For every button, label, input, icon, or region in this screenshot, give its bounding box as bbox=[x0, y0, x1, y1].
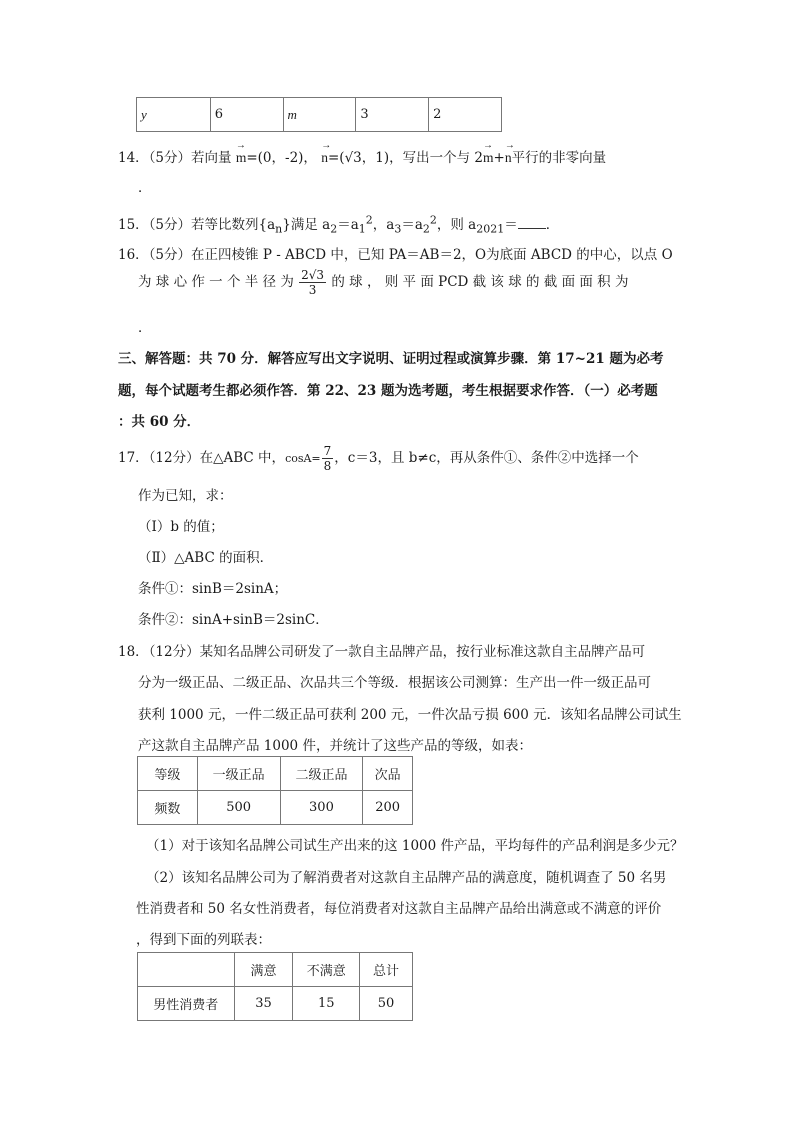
question-text: 在正四棱锥 P - ABCD 中，已知 PA＝AB＝2，O为底面 ABCD 的中心，以点 O bbox=[191, 247, 673, 263]
table-header-cell: 次品 bbox=[363, 757, 413, 791]
top-table bbox=[136, 97, 502, 132]
table-row bbox=[137, 98, 502, 132]
table-cell: 6 bbox=[210, 98, 283, 132]
question-number: 17． bbox=[118, 450, 149, 466]
table-header-cell bbox=[138, 953, 235, 987]
sqrt-3: √3 bbox=[344, 150, 362, 166]
question-text: 获利 1000 元，一件二级正品可获利 200 元，一件次品亏损 600 元．该知名品牌公司试生 bbox=[138, 707, 682, 723]
vector-m: → m bbox=[483, 150, 494, 166]
question-14 bbox=[118, 146, 606, 166]
table-cell: 频数 bbox=[138, 791, 198, 825]
fraction-denominator: 8 bbox=[323, 459, 332, 473]
question-text: }满足 a bbox=[282, 217, 331, 233]
superscript: 2 bbox=[429, 213, 437, 227]
section-heading: 题，每个试题考生都必须作答．第 22、23 题为选考题，考生根据要求作答．（一）必考题 bbox=[118, 383, 658, 399]
table-header-cell: 二级正品 bbox=[280, 757, 363, 791]
question-16-line-2 bbox=[138, 268, 628, 297]
question-text: 的 球 ， 则 平 面 PCD 截 该 球 的 截 面 面 积 为 bbox=[331, 274, 629, 290]
plus-sign: + bbox=[493, 150, 505, 166]
subscript: 2 bbox=[422, 222, 430, 236]
sub-question: ，得到下面的列联表： bbox=[136, 932, 271, 948]
question-text: 某知名品牌公司研发了一款自主品牌产品，按行业标准这款自主品牌产品可 bbox=[199, 644, 646, 660]
fraction bbox=[322, 444, 334, 473]
table-header-cell: 等级 bbox=[138, 757, 198, 791]
question-text: 作为已知，求： bbox=[138, 488, 233, 504]
table-cell: 35 bbox=[234, 987, 293, 1021]
question-number: 16． bbox=[118, 247, 149, 263]
question-text: ，则 a bbox=[436, 217, 477, 233]
question-score: （12分） bbox=[148, 644, 200, 660]
fraction-denominator: 3 bbox=[308, 283, 317, 297]
grade-frequency-table bbox=[137, 756, 413, 825]
question-text: 分为一级正品、二级正品、次品共三个等级．根据该公司测算：生产出一件一级正品可 bbox=[138, 675, 651, 691]
subscript: 1 bbox=[358, 222, 366, 236]
question-number: 15． bbox=[118, 217, 149, 233]
table-cell: 男性消费者 bbox=[138, 987, 235, 1021]
subscript: 3 bbox=[394, 222, 402, 236]
section-heading: ：共 60 分． bbox=[118, 414, 201, 430]
section-heading: 三、解答题：共 70 分．解答应写出文字说明、证明过程或演算步骤．第 17~21 题为必考 bbox=[118, 351, 664, 367]
question-part: （Ⅰ）b 的值； bbox=[138, 519, 224, 535]
condition: 条件①：sinB＝2sinA； bbox=[138, 581, 288, 597]
question-text: 在△ABC 中， bbox=[199, 450, 286, 466]
question-text: ，1)，写出一个与 2 bbox=[361, 150, 484, 166]
question-text: 为 球 心 作 一 个 半 径 为 bbox=[138, 274, 294, 290]
sub-question: （2）该知名品牌公司为了解消费者对这款自主品牌产品的满意度，随机调查了 50 名男 bbox=[146, 870, 667, 886]
question-15 bbox=[118, 213, 559, 236]
question-16 bbox=[118, 243, 673, 263]
table-cell: 50 bbox=[360, 987, 413, 1021]
question-score: （5分） bbox=[148, 217, 192, 233]
answer-blank[interactable] bbox=[518, 216, 546, 229]
table-cell: 2 bbox=[429, 98, 502, 132]
superscript: 2 bbox=[365, 213, 373, 227]
question-text: 产这款自主品牌产品 1000 件，并统计了这些产品的等级，如表： bbox=[138, 738, 532, 754]
table-row bbox=[138, 757, 413, 791]
table-cell: 15 bbox=[293, 987, 360, 1021]
answer-dot: ． bbox=[545, 217, 560, 233]
table-header-cell: 满意 bbox=[234, 953, 293, 987]
question-number: 14． bbox=[118, 150, 149, 166]
table-cell: 200 bbox=[363, 791, 413, 825]
vector-n: → n bbox=[505, 150, 512, 166]
table-cell: 300 bbox=[280, 791, 363, 825]
vector-n: → n bbox=[321, 150, 328, 166]
contingency-table bbox=[137, 952, 413, 1021]
question-17 bbox=[118, 444, 639, 473]
fraction-numerator: 2√3 bbox=[301, 268, 325, 282]
question-score: （5分） bbox=[148, 150, 192, 166]
answer-dot: ． bbox=[138, 180, 152, 196]
question-text: 平行的非零向量 bbox=[511, 150, 607, 166]
table-row bbox=[138, 953, 413, 987]
question-number: 18． bbox=[118, 644, 149, 660]
question-text: ，a bbox=[372, 217, 395, 233]
table-cell: m bbox=[283, 98, 356, 132]
question-text: ，c＝3，且 b≠c，再从条件①、条件②中选择一个 bbox=[334, 450, 639, 466]
question-text: ＝ bbox=[504, 217, 518, 233]
question-text: 若等比数列{a bbox=[191, 217, 276, 233]
table-cell: 3 bbox=[356, 98, 429, 132]
cos-label: cosA= bbox=[285, 452, 321, 465]
vector-n-value: =( bbox=[327, 150, 345, 166]
question-score: （12分） bbox=[148, 450, 200, 466]
table-cell: y bbox=[137, 98, 211, 132]
table-row bbox=[138, 987, 413, 1021]
subscript: 2 bbox=[330, 222, 338, 236]
table-row bbox=[138, 791, 413, 825]
question-18 bbox=[118, 640, 645, 660]
table-cell: 500 bbox=[197, 791, 280, 825]
answer-dot: ． bbox=[138, 320, 152, 336]
question-text: ＝a bbox=[401, 217, 423, 233]
subscript: 2021 bbox=[476, 222, 505, 236]
table-header-cell: 一级正品 bbox=[197, 757, 280, 791]
condition: 条件②：sinA+sinB＝2sinC． bbox=[138, 612, 329, 628]
fraction bbox=[299, 268, 326, 297]
vector-m-value: =(0，-2)， bbox=[246, 150, 317, 166]
question-part: （Ⅱ）△ABC 的面积． bbox=[138, 550, 274, 566]
sub-question: （1）对于该知名品牌公司试生产出来的这 1000 件产品，平均每件的产品利润是多少元？ bbox=[146, 838, 684, 854]
question-text: ＝a bbox=[337, 217, 359, 233]
subscript: n bbox=[275, 222, 283, 236]
fraction-numerator: 7 bbox=[323, 444, 332, 458]
question-score: （5分） bbox=[148, 247, 192, 263]
table-header-cell: 总计 bbox=[360, 953, 413, 987]
question-text: 若向量 bbox=[191, 150, 232, 166]
sub-question: 性消费者和 50 名女性消费者，每位消费者对这款自主品牌产品给出满意或不满意的评价 bbox=[136, 901, 662, 917]
vector-m: → m bbox=[236, 150, 247, 166]
table-header-cell: 不满意 bbox=[293, 953, 360, 987]
